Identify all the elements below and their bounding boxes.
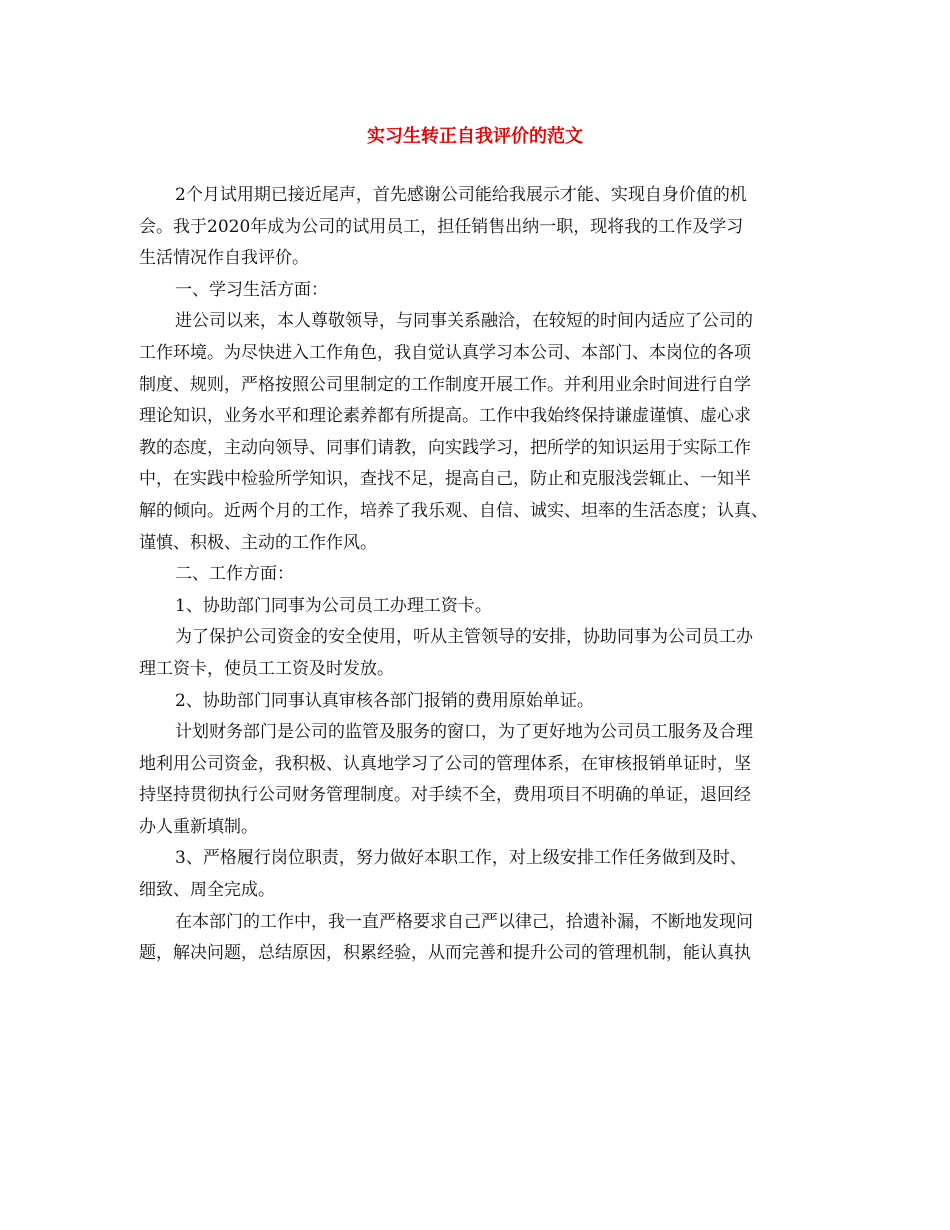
document-body <box>139 180 829 970</box>
body-line: 题，解决问题，总结原因，积累经验，从而完善和提升公司的管理机制，能认真执 <box>139 943 751 964</box>
body-line: 计划财务部门是公司的监管及服务的窗口，为了更好地为公司员工服务及合理 <box>175 722 753 743</box>
body-line: 会。我于2020年成为公司的试用员工，担任销售出纳一职，现将我的工作及学习 <box>139 216 744 237</box>
body-line: 为了保护公司资金的安全使用，听从主管领导的安排，协助同事为公司员工办 <box>175 627 753 648</box>
body-line: 持坚持贯彻执行公司财务管理制度。对手续不全，费用项目不明确的单证，退回经 <box>139 785 751 806</box>
body-line: 在本部门的工作中，我一直严格要求自己严以律己，拾遗补漏，不断地发现问 <box>175 911 753 932</box>
body-line: 教的态度，主动向领导、同事们请教，向实践学习，把所学的知识运用于实际工作 <box>139 437 751 458</box>
body-line: 工作环境。为尽快进入工作角色，我自觉认真学习本公司、本部门、本岗位的各项 <box>139 342 751 363</box>
body-line: 2、协助部门同事认真审核各部门报销的费用原始单证。 <box>175 690 594 711</box>
body-line: 二、工作方面： <box>175 564 294 585</box>
body-line: 理论知识，业务水平和理论素养都有所提高。工作中我始终保持谦虚谨慎、虚心求 <box>139 406 751 427</box>
body-line: 谨慎、积极、主动的工作作风。 <box>139 532 377 553</box>
body-line: 地利用公司资金，我积极、认真地学习了公司的管理体系，在审核报销单证时，坚 <box>139 753 751 774</box>
body-line: 解的倾向。近两个月的工作，培养了我乐观、自信、诚实、坦率的生活态度；认真、 <box>139 500 768 521</box>
body-line: 生活情况作自我评价。 <box>139 248 309 269</box>
body-line: 3、严格履行岗位职责，努力做好本职工作，对上级安排工作任务做到及时、 <box>175 848 747 869</box>
document-title: 实习生转正自我评价的范文 <box>367 126 583 147</box>
body-line: 进公司以来，本人尊敬领导，与同事关系融洽，在较短的时间内适应了公司的 <box>175 311 753 332</box>
body-line: 1、协助部门同事为公司员工办理工资卡。 <box>175 595 492 616</box>
body-line: 细致、周全完成。 <box>139 880 275 901</box>
body-line: 一、学习生活方面： <box>175 279 328 300</box>
body-line: 理工资卡，使员工工资及时发放。 <box>139 658 394 679</box>
body-line: 中，在实践中检验所学知识，查找不足，提高自己，防止和克服浅尝辄止、一知半 <box>139 469 751 490</box>
body-line: 办人重新填制。 <box>139 816 258 837</box>
body-line: 制度、规则，严格按照公司里制定的工作制度开展工作。并利用业余时间进行自学 <box>139 374 751 395</box>
body-line: 2个月试用期已接近尾声，首先感谢公司能给我展示才能、实现自身价值的机 <box>175 185 747 205</box>
